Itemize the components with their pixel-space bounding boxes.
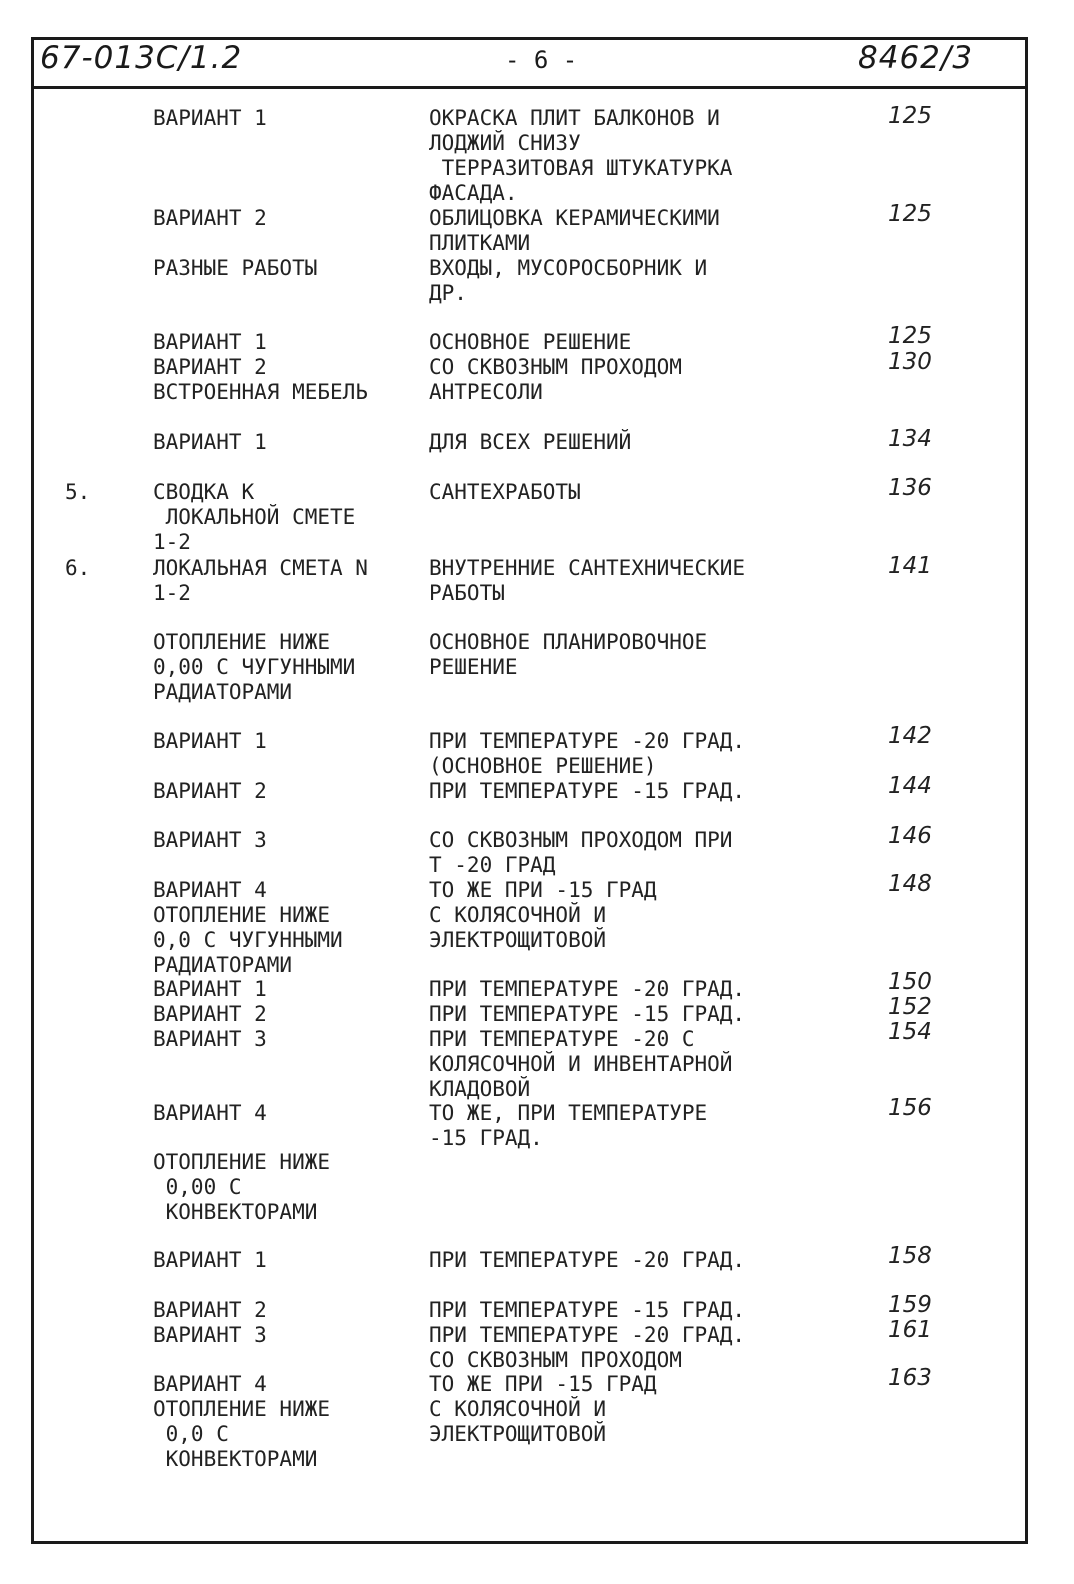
row-description: АНТРЕСОЛИ xyxy=(429,380,543,404)
row-section-label: ВАРИАНТ 4 xyxy=(153,1372,267,1396)
row-section-label: ВАРИАНТ 1 xyxy=(153,977,267,1001)
row-page-ref: 150 xyxy=(888,969,932,995)
row-page-ref: 144 xyxy=(888,773,932,799)
row-section-label: ВАРИАНТ 4 xyxy=(153,878,267,902)
row-page-ref: 148 xyxy=(888,871,932,897)
row-description: САНТЕХРАБОТЫ xyxy=(429,480,581,504)
row-section-label: ЛОКАЛЬНАЯ СМЕТА N 1-2 xyxy=(153,556,368,605)
row-page-ref: 159 xyxy=(888,1292,932,1318)
row-description: ОСНОВНОЕ РЕШЕНИЕ xyxy=(429,330,632,354)
row-description: ПРИ ТЕМПЕРАТУРЕ -20 ГРАД. (ОСНОВНОЕ РЕШЕНИЕ) xyxy=(429,729,746,778)
row-page-ref: 141 xyxy=(888,553,932,579)
row-description: ТО ЖЕ, ПРИ ТЕМПЕРАТУРЕ -15 ГРАД. xyxy=(429,1101,708,1150)
row-page-ref: 146 xyxy=(888,823,932,849)
row-page-ref: 125 xyxy=(888,201,932,227)
row-page-ref: 156 xyxy=(888,1095,932,1121)
row-description: ПРИ ТЕМПЕРАТУРЕ -20 С КОЛЯСОЧНОЙ И ИНВЕНТАРНОЙ КЛАДОВОЙ xyxy=(429,1027,733,1101)
row-section-label: ВАРИАНТ 2 xyxy=(153,1298,267,1322)
row-description: СО СКВОЗНЫМ ПРОХОДОМ xyxy=(429,355,682,379)
row-description: ПРИ ТЕМПЕРАТУРЕ -20 ГРАД. xyxy=(429,1248,746,1272)
row-section-label: ВАРИАНТ 2 xyxy=(153,1002,267,1026)
row-description: ДЛЯ ВСЕХ РЕШЕНИЙ xyxy=(429,430,632,454)
row-description: С КОЛЯСОЧНОЙ И ЭЛЕКТРОЩИТОВОЙ xyxy=(429,903,607,952)
row-number: 6. xyxy=(65,556,91,580)
document-code: 67-013С/1.2 xyxy=(40,40,243,76)
row-page-ref: 163 xyxy=(888,1365,932,1391)
row-section-label: ОТОПЛЕНИЕ НИЖЕ 0,0 С КОНВЕКТОРАМИ xyxy=(153,1397,331,1471)
row-page-ref: 125 xyxy=(888,323,932,349)
row-section-label: РАЗНЫЕ РАБОТЫ xyxy=(153,256,318,280)
row-page-ref: 142 xyxy=(888,723,932,749)
row-section-label: ОТОПЛЕНИЕ НИЖЕ 0,0 С ЧУГУННЫМИ РАДИАТОРАМИ xyxy=(153,903,343,977)
row-section-label: ВАРИАНТ 4 xyxy=(153,1101,267,1125)
row-description: ОБЛИЦОВКА КЕРАМИЧЕСКИМИ ПЛИТКАМИ xyxy=(429,206,720,255)
row-section-label: ОТОПЛЕНИЕ НИЖЕ 0,00 С ЧУГУННЫМИ РАДИАТОРАМИ xyxy=(153,630,356,704)
row-description: ПРИ ТЕМПЕРАТУРЕ -20 ГРАД. xyxy=(429,977,746,1001)
row-description: ПРИ ТЕМПЕРАТУРЕ -15 ГРАД. xyxy=(429,779,746,803)
row-section-label: ВАРИАНТ 2 xyxy=(153,355,267,379)
row-section-label: ВСТРОЕННАЯ МЕБЕЛЬ xyxy=(153,380,368,404)
row-description: ПРИ ТЕМПЕРАТУРЕ -15 ГРАД. xyxy=(429,1298,746,1322)
row-description: ПРИ ТЕМПЕРАТУРЕ -20 ГРАД. СО СКВОЗНЫМ ПРОХОДОМ xyxy=(429,1323,746,1372)
row-description: ТО ЖЕ ПРИ -15 ГРАД xyxy=(429,878,657,902)
row-page-ref: 154 xyxy=(888,1019,932,1045)
row-section-label: ОТОПЛЕНИЕ НИЖЕ 0,00 С КОНВЕКТОРАМИ xyxy=(153,1150,331,1224)
row-page-ref: 130 xyxy=(888,349,932,375)
row-description: ОКРАСКА ПЛИТ БАЛКОНОВ И ЛОДЖИЙ СНИЗУ ТЕРРАЗИТОВАЯ ШТУКАТУРКА ФАСАДА. xyxy=(429,106,733,205)
row-page-ref: 136 xyxy=(888,475,932,501)
row-description: ТО ЖЕ ПРИ -15 ГРАД xyxy=(429,1372,657,1396)
row-page-ref: 161 xyxy=(888,1317,932,1343)
row-section-label: ВАРИАНТ 1 xyxy=(153,430,267,454)
row-section-label: ВАРИАНТ 2 xyxy=(153,206,267,230)
row-description: С КОЛЯСОЧНОЙ И ЭЛЕКТРОЩИТОВОЙ xyxy=(429,1397,607,1446)
row-number: 5. xyxy=(65,480,91,504)
header-divider xyxy=(31,86,1028,89)
row-section-label: ВАРИАНТ 1 xyxy=(153,330,267,354)
page-number: - 6 - xyxy=(505,46,578,74)
row-section-label: СВОДКА К ЛОКАЛЬНОЙ СМЕТЕ 1-2 xyxy=(153,480,356,554)
row-page-ref: 125 xyxy=(888,103,932,129)
row-page-ref: 158 xyxy=(888,1243,932,1269)
row-section-label: ВАРИАНТ 3 xyxy=(153,828,267,852)
row-page-ref: 152 xyxy=(888,994,932,1020)
row-section-label: ВАРИАНТ 3 xyxy=(153,1323,267,1347)
row-page-ref: 134 xyxy=(888,426,932,452)
row-section-label: ВАРИАНТ 2 xyxy=(153,779,267,803)
row-section-label: ВАРИАНТ 3 xyxy=(153,1027,267,1051)
row-description: ВХОДЫ, МУСОРОСБОРНИК И ДР. xyxy=(429,256,708,305)
row-description: ОСНОВНОЕ ПЛАНИРОВОЧНОЕ РЕШЕНИЕ xyxy=(429,630,708,679)
row-description: ПРИ ТЕМПЕРАТУРЕ -15 ГРАД. xyxy=(429,1002,746,1026)
row-description: СО СКВОЗНЫМ ПРОХОДОМ ПРИ Т -20 ГРАД xyxy=(429,828,733,877)
row-section-label: ВАРИАНТ 1 xyxy=(153,729,267,753)
row-description: ВНУТРЕННИЕ САНТЕХНИЧЕСКИЕ РАБОТЫ xyxy=(429,556,746,605)
row-section-label: ВАРИАНТ 1 xyxy=(153,1248,267,1272)
row-section-label: ВАРИАНТ 1 xyxy=(153,106,267,130)
document-number: 8462/3 xyxy=(858,40,974,76)
